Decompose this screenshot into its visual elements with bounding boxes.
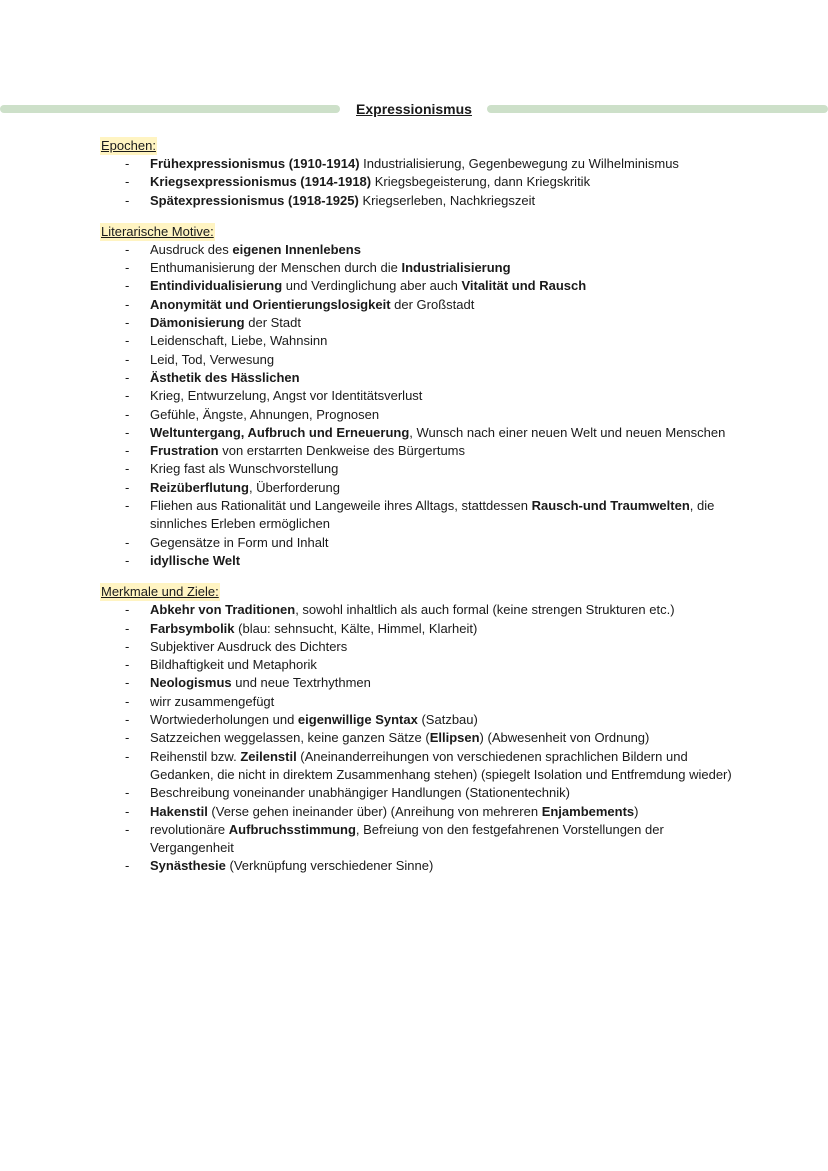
dash-bullet: - bbox=[125, 498, 130, 514]
text: , sowohl inhaltlich als auch formal (keine strengen Strukturen etc.) bbox=[295, 602, 675, 618]
text: und neue Textrhythmen bbox=[231, 675, 371, 691]
section-heading: Epochen: bbox=[101, 138, 156, 153]
bold-text: Frühexpressionismus (1910-1914) bbox=[150, 156, 360, 171]
dash-bullet: - bbox=[125, 821, 130, 837]
dash-bullet: - bbox=[125, 638, 130, 654]
text: Reihenstil bzw. bbox=[150, 748, 241, 764]
bold-text: Vitalität und Rausch bbox=[461, 278, 587, 294]
bold-text: Rausch-und Traumwelten bbox=[531, 498, 690, 514]
list-item bbox=[100, 442, 740, 460]
text: der Stadt bbox=[244, 315, 301, 331]
list-item bbox=[100, 656, 740, 674]
bold-text: Ellipsen bbox=[429, 730, 480, 746]
section bbox=[100, 583, 740, 875]
list-item bbox=[100, 351, 740, 369]
dash-bullet: - bbox=[125, 424, 130, 440]
list-item bbox=[100, 192, 740, 210]
bold-text: Reizüberflutung bbox=[150, 479, 249, 495]
bold-text: idyllische Welt bbox=[150, 552, 241, 568]
bold-text: Weltuntergang, Aufbruch und Erneuerung bbox=[150, 424, 410, 440]
list-item bbox=[100, 711, 740, 729]
list-item bbox=[100, 369, 740, 387]
decorative-rule-left bbox=[0, 105, 340, 113]
text: Bildhaftigkeit und Metaphorik bbox=[150, 657, 317, 673]
section bbox=[100, 137, 740, 210]
text: revolutionäre bbox=[150, 821, 229, 837]
document-body bbox=[100, 137, 740, 889]
list-item bbox=[100, 155, 740, 173]
bold-text: Industrialisierung bbox=[401, 260, 511, 276]
bold-text: Ästhetik des Hässlichen bbox=[150, 369, 300, 385]
text: Beschreibung voneinander unabhängiger Handlungen (Stationentechnik) bbox=[150, 785, 570, 801]
text: Gegensätze in Form und Inhalt bbox=[150, 534, 329, 550]
dash-bullet: - bbox=[125, 278, 130, 294]
text: (Verknüpfung verschiedener Sinne) bbox=[225, 858, 434, 874]
bold-text: eigenen Innenlebens bbox=[232, 241, 361, 257]
text: ) bbox=[634, 803, 639, 819]
dash-bullet: - bbox=[125, 858, 130, 874]
text: (Verse gehen ineinander über) (Anreihung von mehreren bbox=[207, 803, 542, 819]
dash-bullet: - bbox=[125, 657, 130, 673]
bold-text: Frustration bbox=[150, 443, 219, 459]
text: Krieg, Entwurzelung, Angst vor Identitätsverlust bbox=[150, 388, 423, 404]
list-item bbox=[100, 803, 740, 821]
list-item bbox=[100, 479, 740, 497]
list-item bbox=[100, 748, 740, 785]
list-item bbox=[100, 638, 740, 656]
bold-text: Zeilenstil bbox=[240, 748, 297, 764]
dash-bullet: - bbox=[125, 712, 130, 728]
bold-text: Synästhesie bbox=[150, 858, 226, 874]
text: (Aneinanderreihungen von verschiedenen sprachlichen Bildern und Gedanken, die nicht in direktem Zusammenhang stehen) (spiegelt Isolation und Entfremdung wieder) bbox=[150, 748, 732, 782]
dash-bullet: - bbox=[125, 174, 130, 190]
title-row bbox=[0, 98, 828, 120]
section bbox=[100, 223, 740, 570]
dash-bullet: - bbox=[125, 369, 130, 385]
dash-bullet: - bbox=[125, 351, 130, 367]
section-heading: Literarische Motive: bbox=[101, 223, 214, 239]
dash-bullet: - bbox=[125, 675, 130, 691]
list-item bbox=[100, 693, 740, 711]
bold-text: Anonymität und Orientierungslosigkeit bbox=[150, 296, 391, 312]
dash-bullet: - bbox=[125, 156, 130, 171]
list-item bbox=[100, 601, 740, 619]
text: Gefühle, Ängste, Ahnungen, Prognosen bbox=[150, 406, 380, 422]
bold-text: Farbsymbolik bbox=[150, 620, 235, 636]
bold-text: Dämonisierung bbox=[150, 315, 245, 331]
text: , Überforderung bbox=[248, 479, 340, 495]
bold-text: Entindividualisierung bbox=[150, 278, 283, 294]
bullet-list bbox=[100, 241, 740, 570]
text: Ausdruck des bbox=[150, 241, 233, 257]
dash-bullet: - bbox=[125, 785, 130, 801]
dash-bullet: - bbox=[125, 388, 130, 404]
text: Satzzeichen weggelassen, keine ganzen Sätze ( bbox=[150, 730, 430, 746]
text: der Großstadt bbox=[390, 296, 475, 312]
dash-bullet: - bbox=[125, 693, 130, 709]
bold-text: eigenwillige Syntax bbox=[297, 712, 418, 728]
section-heading: Merkmale und Ziele: bbox=[101, 584, 219, 600]
text: , die sinnliches Erleben ermöglichen bbox=[150, 498, 715, 532]
dash-bullet: - bbox=[125, 461, 130, 477]
list-item bbox=[100, 857, 740, 875]
text: wirr zusammengefügt bbox=[150, 693, 275, 709]
list-item bbox=[100, 784, 740, 802]
dash-bullet: - bbox=[125, 406, 130, 422]
text: , Wunsch nach einer neuen Welt und neuen Menschen bbox=[409, 424, 726, 440]
list-item bbox=[100, 259, 740, 277]
dash-bullet: - bbox=[125, 534, 130, 550]
list-item bbox=[100, 332, 740, 350]
text: Krieg fast als Wunschvorstellung bbox=[150, 461, 339, 477]
text: ) (Abwesenheit von Ordnung) bbox=[479, 730, 650, 746]
text: und Verdinglichung aber auch bbox=[282, 278, 462, 294]
dash-bullet: - bbox=[125, 730, 130, 746]
text: (blau: sehnsucht, Kälte, Himmel, Klarheit) bbox=[234, 620, 478, 636]
bold-text: Spätexpressionismus (1918-1925) bbox=[150, 192, 359, 208]
list-item bbox=[100, 387, 740, 405]
list-item bbox=[100, 241, 740, 259]
dash-bullet: - bbox=[125, 748, 130, 764]
list-item bbox=[100, 460, 740, 478]
list-item bbox=[100, 674, 740, 692]
dash-bullet: - bbox=[125, 620, 130, 636]
dash-bullet: - bbox=[125, 443, 130, 459]
list-item bbox=[100, 314, 740, 332]
bullet-list bbox=[100, 155, 740, 210]
text: , Befreiung von den festgefahrenen Vorstellungen der Vergangenheit bbox=[150, 821, 664, 856]
bold-text: Neologismus bbox=[150, 675, 232, 691]
list-item bbox=[100, 620, 740, 638]
text: Kriegserleben, Nachkriegszeit bbox=[358, 192, 536, 208]
bold-text: Enjambements bbox=[541, 803, 635, 819]
list-item bbox=[100, 424, 740, 442]
list-item bbox=[100, 406, 740, 424]
list-item bbox=[100, 534, 740, 552]
text: Leidenschaft, Liebe, Wahnsinn bbox=[150, 333, 328, 349]
text: Enthumanisierung der Menschen durch die bbox=[150, 260, 402, 276]
text: Leid, Tod, Verwesung bbox=[150, 351, 275, 367]
bullet-list bbox=[100, 601, 740, 875]
text: Industrialisierung, Gegenbewegung zu Wilhelminismus bbox=[359, 156, 679, 171]
text: Kriegsbegeisterung, dann Kriegskritik bbox=[371, 174, 591, 190]
list-item bbox=[100, 497, 740, 534]
dash-bullet: - bbox=[125, 479, 130, 495]
dash-bullet: - bbox=[125, 803, 130, 819]
dash-bullet: - bbox=[125, 260, 130, 276]
dash-bullet: - bbox=[125, 241, 130, 257]
dash-bullet: - bbox=[125, 315, 130, 331]
document-title: Expressionismus bbox=[356, 101, 472, 117]
list-item bbox=[100, 821, 740, 858]
list-item bbox=[100, 277, 740, 295]
list-item bbox=[100, 552, 740, 570]
list-item bbox=[100, 729, 740, 747]
text: Subjektiver Ausdruck des Dichters bbox=[150, 638, 348, 654]
bold-text: Abkehr von Traditionen bbox=[150, 602, 296, 618]
text: Wortwiederholungen und bbox=[150, 712, 298, 728]
list-item bbox=[100, 173, 740, 191]
dash-bullet: - bbox=[125, 192, 130, 208]
dash-bullet: - bbox=[125, 296, 130, 312]
dash-bullet: - bbox=[125, 602, 130, 618]
bold-text: Hakenstil bbox=[150, 803, 208, 819]
text: (Satzbau) bbox=[417, 712, 478, 728]
dash-bullet: - bbox=[125, 552, 130, 568]
text: von erstarrten Denkweise des Bürgertums bbox=[218, 443, 466, 459]
decorative-rule-right bbox=[487, 105, 828, 113]
bold-text: Aufbruchsstimmung bbox=[228, 821, 356, 837]
text: Fliehen aus Rationalität und Langeweile ihres Alltags, stattdessen bbox=[150, 498, 532, 514]
list-item bbox=[100, 296, 740, 314]
bold-text: Kriegsexpressionismus (1914-1918) bbox=[150, 174, 372, 190]
dash-bullet: - bbox=[125, 333, 130, 349]
